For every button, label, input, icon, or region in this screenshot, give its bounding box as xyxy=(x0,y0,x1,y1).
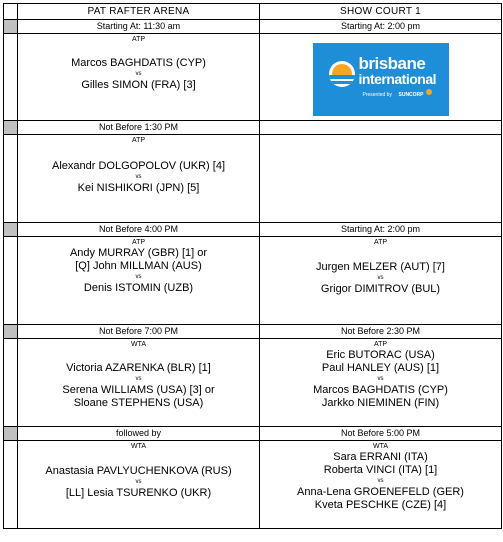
sponsor-star-icon xyxy=(426,89,432,95)
logo-word-international: international xyxy=(358,71,437,87)
start-time-row xyxy=(4,223,502,237)
player-name: [Q] John MILLMAN (AUS) xyxy=(75,260,202,272)
player-name: Kveta PESCHKE (CZE) [4] xyxy=(314,499,447,511)
gutter-cell xyxy=(4,34,18,121)
match-row xyxy=(4,339,502,427)
start-time-left: Starting At: 11:30 am xyxy=(18,20,260,34)
tour-label: WTA xyxy=(130,443,147,450)
match-cell-right xyxy=(260,237,502,325)
start-time-row xyxy=(4,427,502,441)
court-header-show-court-1: SHOW COURT 1 xyxy=(260,4,502,20)
player-name: Sara ERRANI (ITA) xyxy=(333,451,428,463)
player-name: Jarkko NIEMINEN (FIN) xyxy=(321,397,440,409)
player-name: Andy MURRAY (GBR) [1] or xyxy=(69,247,208,259)
match-row xyxy=(4,34,502,121)
start-time-right: Not Before 5:00 PM xyxy=(260,427,502,441)
tour-label: WTA xyxy=(372,443,389,450)
tour-label: ATP xyxy=(373,239,388,246)
start-time-left: Not Before 7:00 PM xyxy=(18,325,260,339)
player-name: Sloane STEPHENS (USA) xyxy=(73,397,204,409)
player-name: Anna-Lena GROENEFELD (GER) xyxy=(297,486,464,498)
tour-label: ATP xyxy=(131,36,146,43)
versus-label: vs xyxy=(135,71,142,77)
tour-label: WTA xyxy=(130,341,147,348)
match-cell-left xyxy=(18,135,260,223)
match-row xyxy=(4,441,502,529)
start-time-right: Starting At: 2:00 pm xyxy=(260,223,502,237)
tour-label: ATP xyxy=(373,341,388,348)
start-time-left: followed by xyxy=(18,427,260,441)
start-time-row xyxy=(4,325,502,339)
player-name: Alexandr DOLGOPOLOV (UKR) [4] xyxy=(52,160,225,172)
versus-label: vs xyxy=(377,376,384,382)
court-header-row xyxy=(4,4,502,20)
player-name: Denis ISTOMIN (UZB) xyxy=(83,282,194,294)
player-name: Anastasia PAVLYUCHENKOVA (RUS) xyxy=(45,465,232,477)
player-name: Marcos BAGHDATIS (CYP) xyxy=(71,57,206,69)
gutter-cell xyxy=(4,441,18,529)
match-cell-left xyxy=(18,339,260,427)
player-name: Serena WILLIAMS (USA) [3] or xyxy=(62,384,215,396)
logo-sponsor: SUNCORP xyxy=(398,92,424,98)
brisbane-international-logo xyxy=(313,43,449,116)
match-cell-right xyxy=(260,441,502,529)
tour-label: ATP xyxy=(131,239,146,246)
player-name: [LL] Lesia TSURENKO (UKR) xyxy=(65,487,212,499)
start-time-right: Starting At: 2:00 pm xyxy=(260,20,502,34)
court-header-pat-rafter-arena: PAT RAFTER ARENA xyxy=(18,4,260,20)
sun-ball-icon xyxy=(329,61,355,87)
row-marker xyxy=(4,121,18,135)
row-marker xyxy=(4,20,18,34)
player-name: Roberta VINCI (ITA) [1] xyxy=(323,464,438,476)
player-name: Marcos BAGHDATIS (CYP) xyxy=(313,384,448,396)
match-cell-right-empty xyxy=(260,135,502,223)
gutter-cell xyxy=(4,4,18,20)
match-row xyxy=(4,237,502,325)
player-name: Gilles SIMON (FRA) [3] xyxy=(81,79,196,91)
match-cell-right xyxy=(260,34,502,121)
match-cell-left xyxy=(18,237,260,325)
player-name: Grigor DIMITROV (BUL) xyxy=(320,283,441,295)
versus-label: vs xyxy=(377,275,384,281)
versus-label: vs xyxy=(135,174,142,180)
player-name: Jurgen MELZER (AUT) [7] xyxy=(316,261,445,273)
versus-label: vs xyxy=(135,376,142,382)
versus-label: vs xyxy=(135,274,142,280)
versus-label: vs xyxy=(135,479,142,485)
match-row xyxy=(4,135,502,223)
match-cell-left xyxy=(18,34,260,121)
row-marker xyxy=(4,325,18,339)
gutter-cell xyxy=(4,237,18,325)
gutter-cell xyxy=(4,339,18,427)
match-cell-left xyxy=(18,441,260,529)
start-time-row xyxy=(4,121,502,135)
start-time-left: Not Before 1:30 PM xyxy=(18,121,260,135)
start-time-left: Not Before 4:00 PM xyxy=(18,223,260,237)
logo-presented-by: Presented by xyxy=(362,92,392,98)
logo-word-brisbane: brisbane xyxy=(358,54,426,73)
row-marker xyxy=(4,223,18,237)
player-name: Eric BUTORAC (USA) xyxy=(326,349,435,361)
start-time-right xyxy=(260,121,502,135)
start-time-right: Not Before 2:30 PM xyxy=(260,325,502,339)
start-time-row xyxy=(4,20,502,34)
player-name: Kei NISHIKORI (JPN) [5] xyxy=(77,182,200,194)
player-name: Paul HANLEY (AUS) [1] xyxy=(321,362,440,374)
player-name: Victoria AZARENKA (BLR) [1] xyxy=(66,362,211,374)
match-cell-right xyxy=(260,339,502,427)
order-of-play-table xyxy=(3,3,502,529)
versus-label: vs xyxy=(377,478,384,484)
gutter-cell xyxy=(4,135,18,223)
tour-label: ATP xyxy=(131,137,146,144)
row-marker xyxy=(4,427,18,441)
